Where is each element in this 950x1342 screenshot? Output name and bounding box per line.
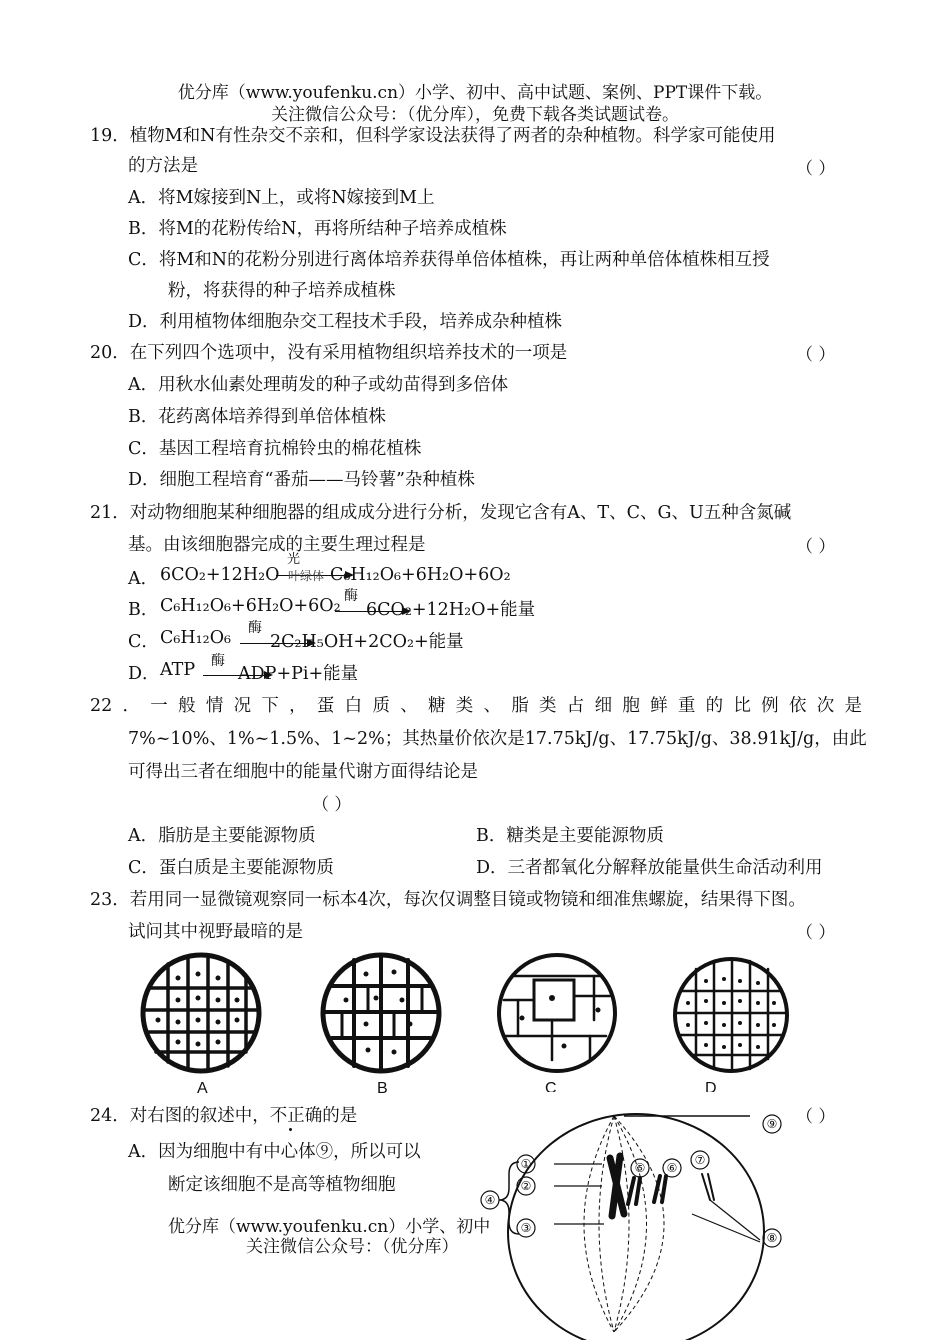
figure-label-8: ⑧ bbox=[766, 1231, 778, 1245]
footer-line-2: 关注微信公众号：（优分库） bbox=[246, 1237, 459, 1257]
q21-option-a-condition-bottom: 叶绿体 bbox=[288, 569, 325, 583]
q21-option-d-condition: 酶 bbox=[211, 653, 225, 669]
q24-stem: 24．对右图的叙述中，不正确的是 bbox=[90, 1106, 358, 1126]
q20-answer-paren: （ ） bbox=[796, 345, 836, 365]
q24-answer-paren: （ ） bbox=[796, 1107, 836, 1127]
q21-stem-2: 基。由该细胞器完成的主要生理过程是 bbox=[128, 535, 426, 555]
q24-option-a-1: A．因为细胞中有中心体⑨，所以可以 bbox=[128, 1142, 421, 1162]
q19-stem-2: 的方法是 bbox=[128, 156, 198, 176]
q21-option-d-right: ADP+Pi+能量 bbox=[238, 664, 359, 684]
q20-stem: 20．在下列四个选项中，没有采用植物组织培养技术的一项是 bbox=[90, 343, 568, 363]
header-line-2: 关注微信公众号：（优分库），免费下载各类试题试卷。 bbox=[271, 105, 679, 125]
q21-option-c-label: C． bbox=[128, 632, 159, 652]
q24-option-a-2: 断定该细胞不是高等植物细胞 bbox=[168, 1175, 396, 1195]
q23-answer-paren: （ ） bbox=[796, 923, 836, 943]
q20-option-b: B．花药离体培养得到单倍体植株 bbox=[128, 407, 386, 427]
microscope-label-d: D bbox=[705, 1080, 717, 1092]
q21-option-c-condition: 酶 bbox=[248, 620, 262, 636]
q21-option-a-right: C₆H₁₂O₆+6H₂O+6O₂ bbox=[330, 565, 511, 585]
q21-option-d-label: D． bbox=[128, 664, 160, 684]
q21-option-b-condition: 酶 bbox=[344, 588, 358, 604]
q21-option-a-condition-top: 光 bbox=[287, 552, 301, 567]
emphasis-dot bbox=[289, 1128, 292, 1131]
q22-option-d: D．三者都氧化分解释放能量供生命活动利用 bbox=[476, 858, 823, 878]
q23-stem-2: 试问其中视野最暗的是 bbox=[128, 922, 303, 942]
microscope-label-c: C bbox=[545, 1080, 557, 1092]
figure-label-9: ⑨ bbox=[766, 1117, 778, 1131]
q21-option-c-right: 2C₂H₅OH+2CO₂+能量 bbox=[270, 632, 464, 652]
figure-label-2: ② bbox=[520, 1179, 532, 1193]
q22-option-c: C．蛋白质是主要能源物质 bbox=[128, 858, 334, 878]
q19-option-d: D．利用植物体细胞杂交工程技术手段，培养成杂种植株 bbox=[128, 312, 563, 332]
q19-option-c-2: 粉，将获得的种子培养成植株 bbox=[168, 281, 396, 301]
microscope-view-c bbox=[494, 950, 622, 1080]
figure-label-1: ① bbox=[520, 1157, 532, 1171]
microscope-label-b: B bbox=[377, 1080, 388, 1097]
q19-stem-1: 19．植物M和N有性杂交不亲和，但科学家设法获得了两者的杂种植物。科学家可能使用 bbox=[90, 126, 776, 146]
microscope-view-d bbox=[670, 955, 795, 1080]
q21-option-b-label: B． bbox=[128, 600, 159, 620]
figure-label-4: ④ bbox=[484, 1193, 496, 1207]
header-line-1: 优分库（www.youfenku.cn）小学、初中、高中试题、案例、PPT课件下载。 bbox=[177, 83, 773, 103]
q21-option-c-left: C₆H₁₂O₆ bbox=[160, 628, 232, 648]
figure-label-7: ⑦ bbox=[694, 1153, 706, 1167]
q20-option-d: D．细胞工程培育“番茄——马铃薯”杂种植株 bbox=[128, 470, 475, 490]
microscope-view-a bbox=[138, 950, 266, 1080]
q22-stem-3: 可得出三者在细胞中的能量代谢方面得结论是 bbox=[128, 762, 478, 782]
q21-option-b-left: C₆H₁₂O₆+6H₂O+6O₂ bbox=[160, 596, 341, 616]
q22-stem-1: 22．一般情况下，蛋白质、糖类、脂类占细胞鲜重的比例依次是 bbox=[90, 696, 862, 716]
footer-line-1: 优分库（www.youfenku.cn）小学、初中 bbox=[168, 1217, 491, 1237]
microscope-view-b bbox=[318, 950, 446, 1080]
q21-option-d-left: ATP bbox=[160, 660, 196, 680]
q19-option-c-1: C．将M和N的花粉分别进行离体培养获得单倍体植株，再让两种单倍体植株相互授 bbox=[128, 250, 770, 270]
q19-option-a: A．将M嫁接到N上，或将N嫁接到M上 bbox=[128, 188, 435, 208]
q22-stem-2: 7%~10%、1%~1.5%、1~2%；其热量价依次是17.75kJ/g、17.75kJ/g、38.91kJ/g，由此 bbox=[128, 729, 867, 749]
figure-label-6: ⑥ bbox=[666, 1161, 678, 1175]
q19-answer-paren: （ ） bbox=[796, 159, 836, 179]
q20-option-a: A．用秋水仙素处理萌发的种子或幼苗得到多倍体 bbox=[128, 375, 509, 395]
figure-label-5: ⑤ bbox=[634, 1161, 646, 1175]
q20-option-c: C．基因工程培育抗棉铃虫的棉花植株 bbox=[128, 439, 422, 459]
q21-answer-paren: （ ） bbox=[796, 537, 836, 557]
q23-stem-1: 23．若用同一显微镜观察同一标本4次，每次仅调整目镜或物镜和细准焦螺旋，结果得下图。 bbox=[90, 890, 806, 910]
q21-option-a-left: 6CO₂+12H₂O bbox=[160, 565, 280, 585]
q22-option-a: A．脂肪是主要能源物质 bbox=[128, 826, 316, 846]
cell-division-diagram bbox=[474, 1104, 794, 1340]
q19-option-b: B．将M的花粉传给N，再将所结种子培养成植株 bbox=[128, 219, 507, 239]
q21-option-a-label: A． bbox=[128, 569, 159, 589]
figure-label-3: ③ bbox=[520, 1221, 532, 1235]
q21-option-b-right: 6CO₂+12H₂O+能量 bbox=[366, 600, 536, 620]
q22-answer-paren: （ ） bbox=[312, 795, 352, 815]
q21-stem-1: 21．对动物细胞某种细胞器的组成成分进行分析，发现它含有A、T、C、G、U五种含氮碱 bbox=[90, 503, 792, 523]
microscope-label-a: A bbox=[197, 1080, 208, 1097]
q22-option-b: B．糖类是主要能源物质 bbox=[476, 826, 664, 846]
